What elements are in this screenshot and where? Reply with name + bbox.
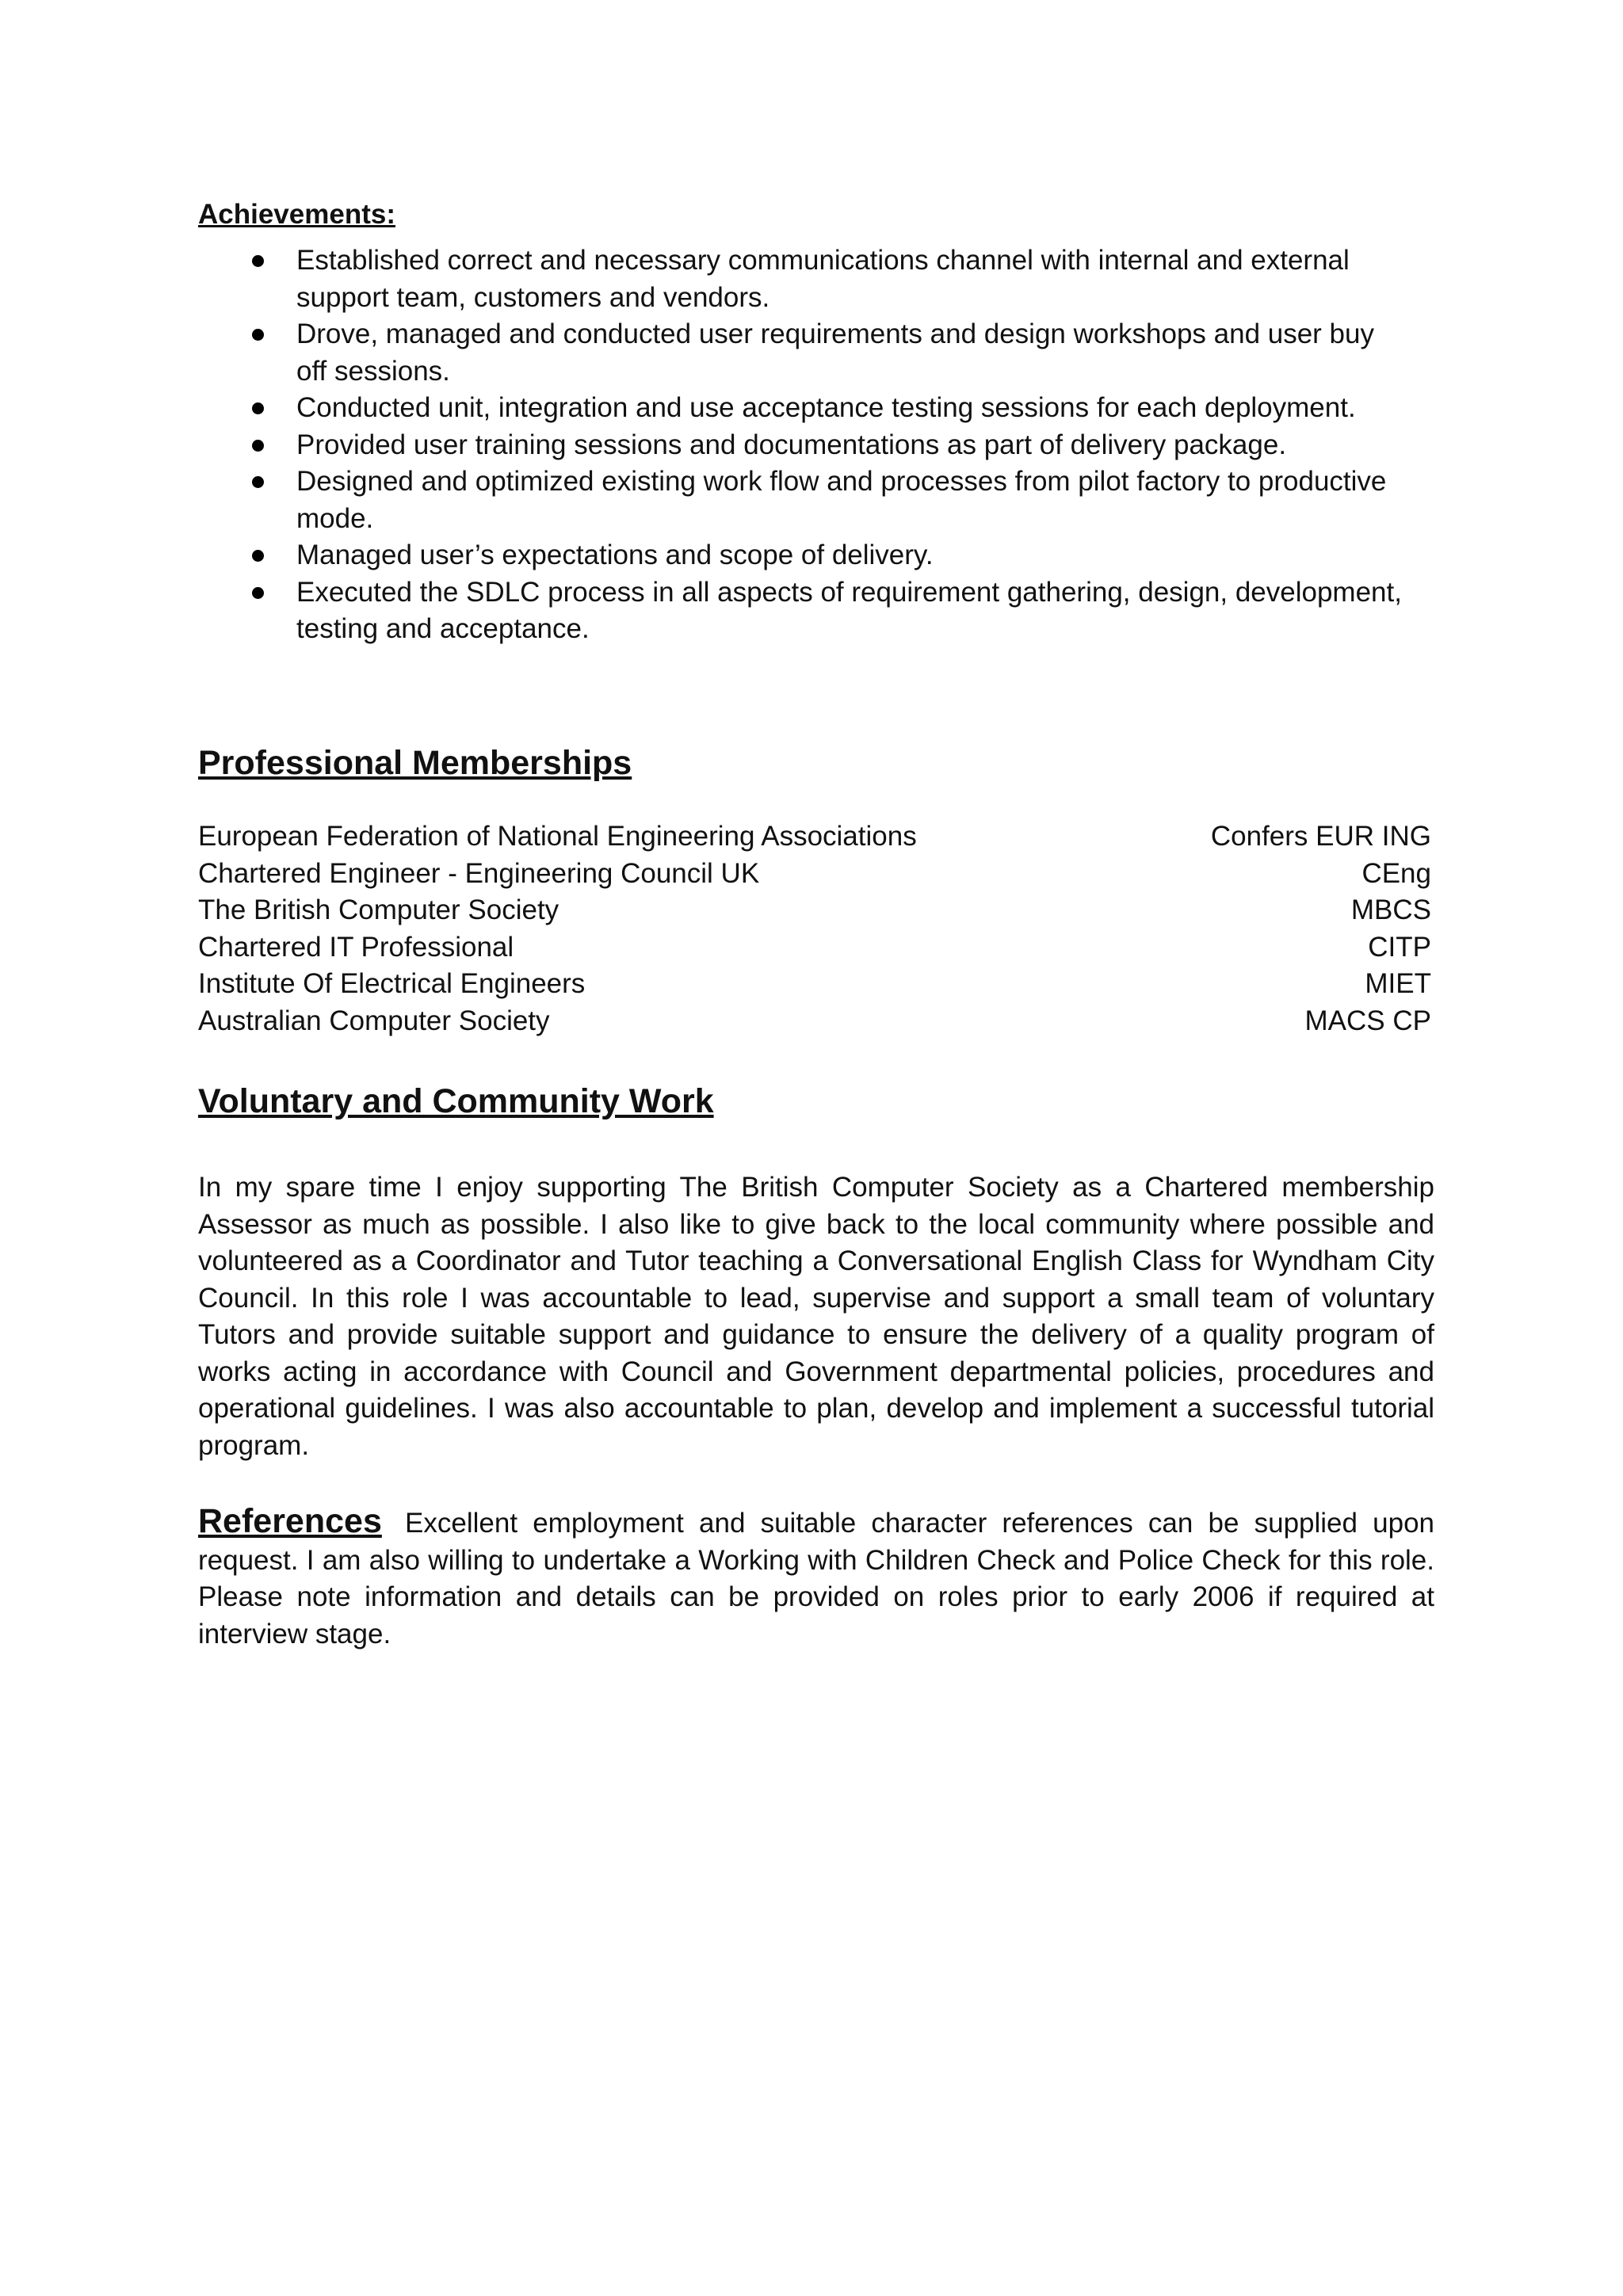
achievement-text: Conducted unit, integration and use acceptance testing sessions for each deployment. bbox=[296, 392, 1356, 423]
membership-organisation: Australian Computer Society bbox=[198, 1005, 550, 1036]
membership-organisation: Chartered IT Professional bbox=[198, 931, 514, 963]
achievement-text: Provided user training sessions and documentations as part of delivery package. bbox=[296, 429, 1287, 460]
membership-row bbox=[198, 966, 1434, 1003]
voluntary-paragraph: In my spare time I enjoy supporting The British Computer Society as a Chartered membership Assessor as much as possible. I also like to give back to the local community where possible and volunteered as a Coordinator and Tutor teaching a Conversational English Class for Wyndham City Council. In this role I was accountable to lead, supervise and support a small team of voluntary Tutors and provide suitable support and guidance to ensure the delivery of a quality program of works acting in accordance with Council and Government departmental policies, procedures and operational guidelines. I was also accountable to plan, develop and implement a successful tutorial program. bbox=[198, 1172, 1434, 1461]
achievement-text: Executed the SDLC process in all aspects of requirement gathering, design, development, testing and acceptance. bbox=[296, 576, 1402, 644]
achievement-text: Designed and optimized existing work flow and processes from pilot factory to productive mode. bbox=[296, 466, 1387, 534]
achievement-text: Managed user’s expectations and scope of delivery. bbox=[296, 540, 934, 570]
achievement-item bbox=[198, 537, 1434, 574]
membership-abbreviation: MACS CP bbox=[1304, 1005, 1431, 1036]
membership-organisation: Institute Of Electrical Engineers bbox=[198, 968, 586, 999]
bullet-icon bbox=[252, 440, 264, 452]
memberships-table bbox=[198, 818, 1434, 1039]
membership-row bbox=[198, 892, 1434, 929]
achievement-item bbox=[198, 427, 1434, 464]
membership-organisation: European Federation of National Engineering Associations bbox=[198, 821, 917, 852]
membership-abbreviation: Confers EUR ING bbox=[1210, 821, 1431, 852]
achievements-list bbox=[198, 242, 1434, 648]
bullet-icon bbox=[252, 550, 264, 562]
references-paragraph bbox=[198, 1503, 1434, 1653]
achievements-heading: Achievements: bbox=[198, 199, 395, 230]
bullet-icon bbox=[252, 402, 264, 414]
membership-abbreviation: MBCS bbox=[1350, 894, 1431, 925]
document-page bbox=[198, 0, 1434, 2296]
achievement-item bbox=[198, 316, 1434, 390]
achievement-item bbox=[198, 463, 1434, 537]
achievement-item bbox=[198, 242, 1434, 316]
bullet-icon bbox=[252, 329, 264, 341]
membership-row bbox=[198, 929, 1434, 967]
membership-organisation: Chartered Engineer - Engineering Council UK bbox=[198, 857, 760, 889]
memberships-heading: Professional Memberships bbox=[198, 744, 632, 782]
bullet-icon bbox=[252, 587, 264, 599]
membership-abbreviation: CEng bbox=[1361, 857, 1431, 889]
bullet-icon bbox=[252, 476, 264, 488]
achievement-item bbox=[198, 390, 1434, 427]
achievement-item bbox=[198, 574, 1434, 648]
membership-organisation: The British Computer Society bbox=[198, 894, 559, 925]
membership-abbreviation: CITP bbox=[1368, 931, 1431, 963]
voluntary-heading: Voluntary and Community Work bbox=[198, 1082, 714, 1120]
references-text: Excellent employment and suitable character references can be supplied upon request. I am also willing to undertake a Working with Children Check and Police Check for this role. Please note information and details can be provided on roles prior to early 2006 if required at interview stage. bbox=[198, 1508, 1435, 1650]
membership-row bbox=[198, 818, 1434, 856]
membership-abbreviation: MIET bbox=[1365, 968, 1431, 999]
membership-row bbox=[198, 1003, 1434, 1040]
achievement-text: Established correct and necessary communications channel with internal and external support team, customers and vendors. bbox=[296, 245, 1350, 313]
membership-row bbox=[198, 856, 1434, 893]
references-heading: References bbox=[198, 1502, 382, 1540]
achievement-text: Drove, managed and conducted user requirements and design workshops and user buy off sessions. bbox=[296, 318, 1374, 387]
bullet-icon bbox=[252, 255, 264, 267]
